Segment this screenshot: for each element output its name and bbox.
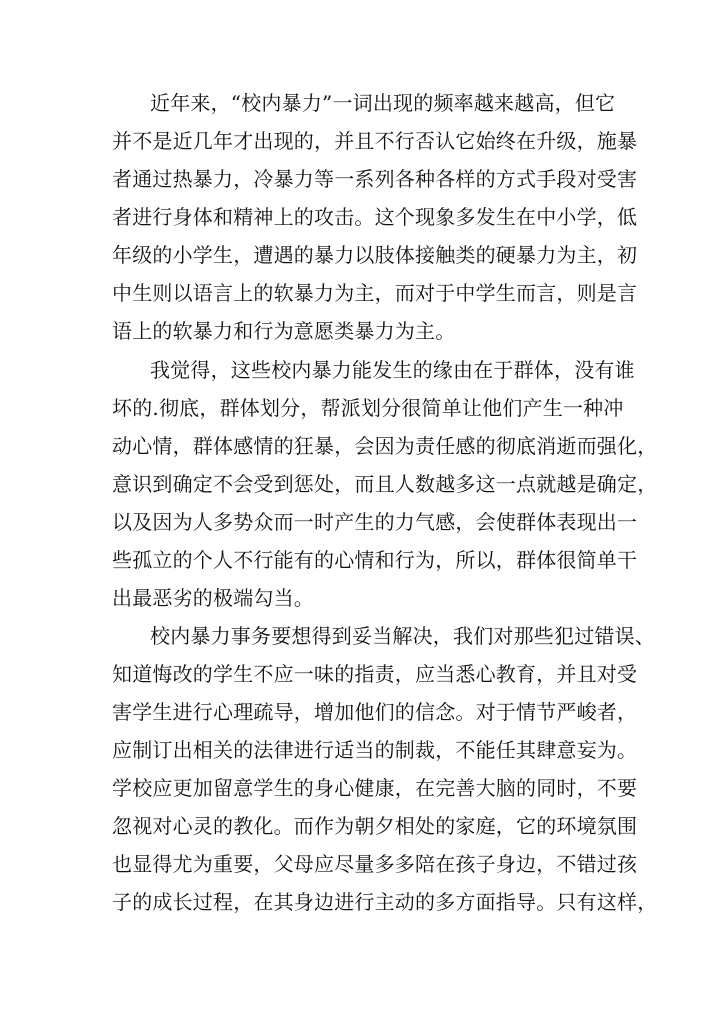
text-line: 校内暴力事务要想得到妥当解决，我们对那些犯过错误、	[150, 624, 655, 648]
paragraph-3	[112, 617, 658, 921]
text-line: 近年来，“校内暴力”一词出现的频率越来越高，但它	[150, 91, 616, 115]
text-line: 语上的软暴力和行为意愿类暴力为主。	[112, 319, 456, 343]
text-line: 并不是近几年才出现的，并且不行否认它始终在升级，施暴	[112, 129, 638, 153]
text-line: 者进行身体和精神上的攻击。这个现象多发生在中小学，低	[112, 205, 638, 229]
text-line: 也显得尤为重要，父母应尽量多多陪在孩子身边，不错过孩	[112, 852, 638, 876]
text-line: 以及因为人多势众而一时产生的力气感，会使群体表现出一	[112, 510, 638, 534]
text-line: 忽视对心灵的教化。而作为朝夕相处的家庭，它的环境氛围	[112, 814, 638, 838]
text-line: 应制订出相关的法律进行适当的制裁，不能任其肆意妄为。	[112, 738, 638, 762]
text-line: 些孤立的个人不行能有的心情和行为，所以，群体很简单干	[112, 548, 638, 572]
text-line: 意识到确定不会受到惩处，而且人数越多这一点就越是确定，	[112, 472, 658, 496]
text-line: 子的成长过程，在其身边进行主动的多方面指导。只有这样，	[112, 890, 658, 914]
text-line: 动心情，群体感情的狂暴，会因为责任感的彻底消逝而强化，	[112, 434, 658, 458]
text-line: 出最恶劣的极端勾当。	[112, 586, 314, 610]
text-line: 害学生进行心理疏导，增加他们的信念。对于情节严峻者，	[112, 700, 638, 724]
paragraph-2	[112, 351, 658, 617]
paragraph-1	[112, 84, 638, 350]
text-line: 学校应更加留意学生的身心健康，在完善大脑的同时，不要	[112, 776, 638, 800]
text-line: 年级的小学生，遭遇的暴力以肢体接触类的硬暴力为主，初	[112, 243, 638, 267]
text-line: 我觉得，这些校内暴力能发生的缘由在于群体，没有谁	[150, 358, 635, 382]
text-line: 坏的.彻底，群体划分，帮派划分很简单让他们产生一种冲	[112, 396, 624, 420]
text-line: 知道悔改的学生不应一味的指责，应当悉心教育，并且对受	[112, 662, 638, 686]
text-line: 中生则以语言上的软暴力为主，而对于中学生而言，则是言	[112, 281, 638, 305]
text-line: 者通过热暴力，冷暴力等一系列各种各样的方式手段对受害	[112, 167, 638, 191]
